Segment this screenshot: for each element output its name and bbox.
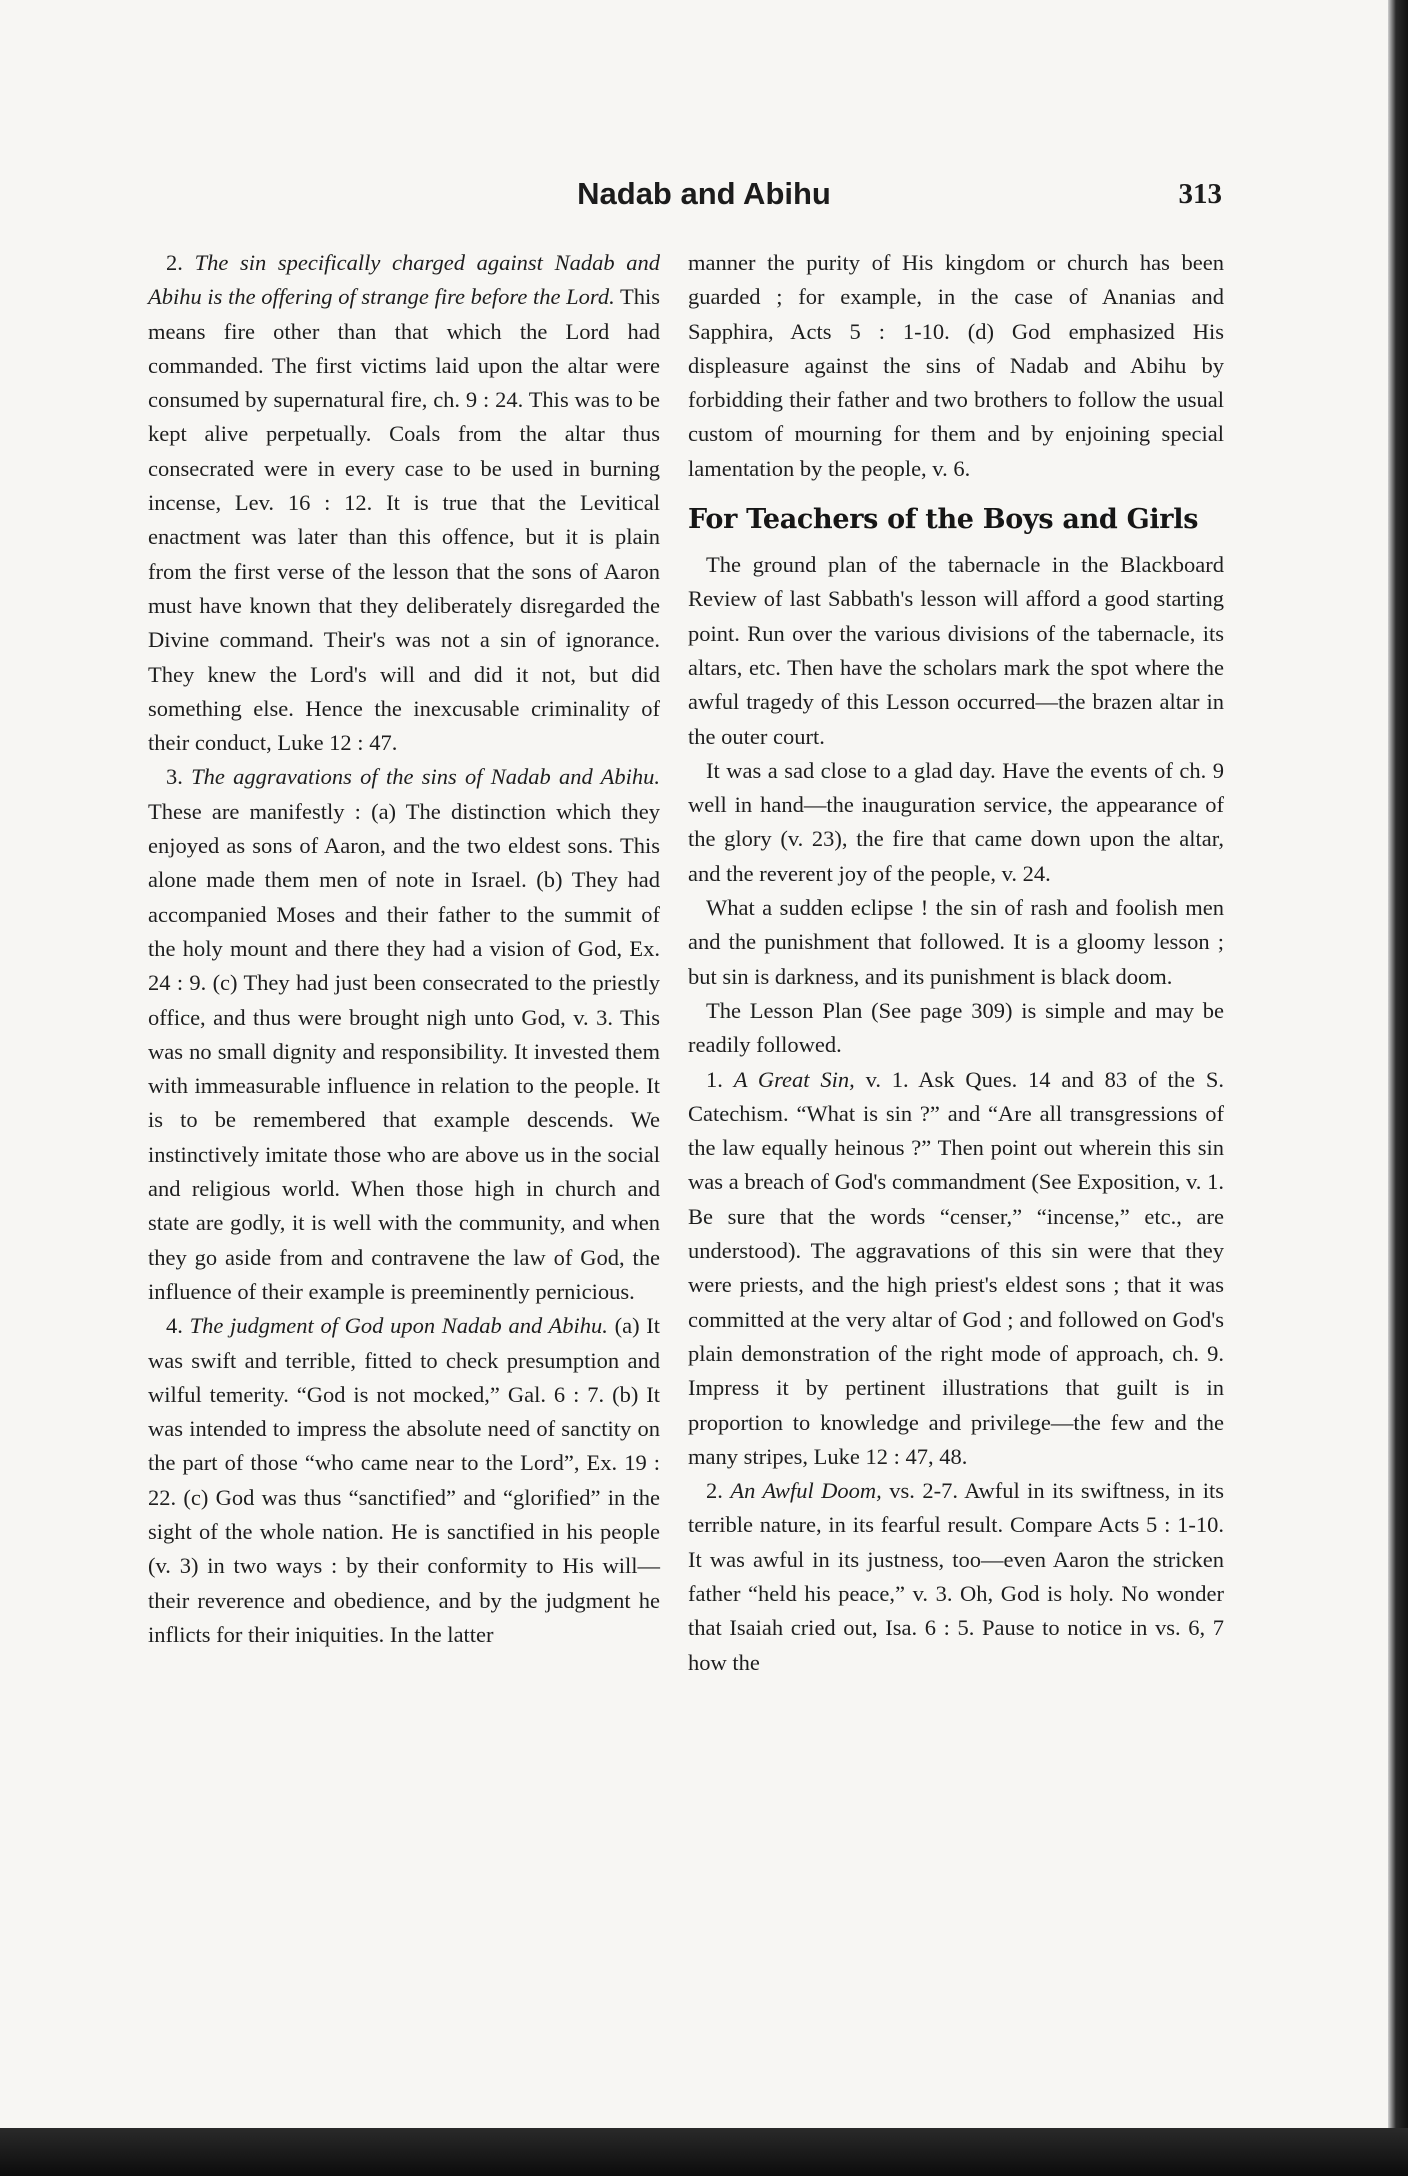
paragraph-number: 3. <box>166 764 183 790</box>
paragraph-number: 2. <box>166 250 183 275</box>
right-column <box>688 246 1224 1680</box>
continuation-paragraph: manner the purity of His kingdom or church has been guarded ; for example, in the case of Ananias and Sapphira, Acts 5 : 1-10. (d) God emphasized His displeasure against the sins of Nadab and Abihu by forbidding their father and two brothers to follow the usual custom of mourning for them and by enjoining special lamentation by the people, v. 6. <box>688 250 1224 481</box>
paragraph-4 <box>148 1309 660 1652</box>
lesson-point-1 <box>688 1063 1224 1475</box>
point-number: 2. <box>706 1478 723 1504</box>
paragraph-body: (a) It was swift and terrible, fitted to check presumption and wilful temerity. “God is not mocked,” Gal. 6 : 7. (b) It was intended to impress the absolute need of sanctity on the part of those “who came near to the Lord”, Ex. 19 : 22. (c) God was thus “sanctified” and “glorified” in the sight of the whole nation. He is sanctified in his people (v. 3) in two ways : by their conformity to His will—their reverence and obedience, and by the judgment he inflicts for their iniquities. In the latter <box>148 1313 661 1647</box>
paragraph-heading: The sin specifically charged against Nadab and Abihu is the offering of strange fire before the Lord. <box>148 250 660 310</box>
teacher-paragraph-1: The ground plan of the tabernacle in the Blackboard Review of last Sabbath's lesson will afford a good starting point. Run over the various divisions of the tabernacle, its altars, etc. Then have the scholars mark the spot where the awful tragedy of this Lesson occurred—the brazen altar in the outer court. <box>688 552 1224 749</box>
paragraph-body: These are manifestly : (a) The distinction which they enjoyed as sons of Aaron, and the two eldest sons. This alone made them men of note in Israel. (b) They had accompanied Moses and their father to the summit of the holy mount and there they had a vision of God, Ex. 24 : 9. (c) They had just been consecrated to the priestly office, and thus were brought nigh unto God, v. 3. This was no small dignity and responsibility. It invested them with immeasurable influence in relation to the people. It is to be remembered that example descends. We instinctively imitate those who are above us in the social and religious world. When those high in church and state are godly, it is well with the community, and when they go aside from and contravene the law of God, the influence of their example is preeminently pernicious. <box>148 798 660 1304</box>
paragraph-body: This means fire other than that which the Lord had commanded. The first victims laid upon the altar were consumed by supernatural fire, ch. 9 : 24. This was to be kept alive perpetually. Coals from the altar thus consecrated were in every case to be used in burning incense, Lev. 16 : 12. It is true that the Levitical enactment was later than this offence, but it is plain from the first verse of the lesson that the sons of Aaron must have known that they deliberately disregarded the Divine command. Their's was not a sin of ignorance. They knew the Lord's will and did it not, but did something else. Hence the inexcusable criminality of their conduct, Luke 12 : 47. <box>148 284 661 756</box>
paragraph-heading: The aggravations of the sins of Nadab and Abihu. <box>191 764 660 790</box>
teacher-paragraph-2: It was a sad close to a glad day. Have the events of ch. 9 well in hand—the inauguration service, the appearance of the glory (v. 23), the fire that came down upon the altar, and the reverent joy of the people, v. 24. <box>688 757 1224 886</box>
page-number: 313 <box>1178 178 1222 210</box>
point-body: vs. 2-7. Awful in its swiftness, in its terrible nature, in its fearful result. Compare Acts 5 : 1-10. It was awful in its justness, too—even Aaron the stricken father “held his peace,” v. 3. Oh, God is holy. No wonder that Isaiah cried out, Isa. 6 : 5. Pause to notice in vs. 6, 7 how the <box>688 1478 1225 1675</box>
point-body: v. 1. Ask Ques. 14 and 83 of the S. Catechism. “What is sin ?” and “Are all transgressions of the law equally heinous ?” Then point out wherein this sin was a breach of God's commandment (See Exposition, v. 1. Be sure that the words “censer,” “incense,” etc., are understood). The aggravations of this sin were that they were priests, and the high priest's eldest sons ; that it was committed at the very altar of God ; and followed on God's plain demonstration of the right mode of approach, ch. 9. Impress it by pertinent illustrations that guilt is in proportion to knowledge and privilege—the few and the many stripes, Luke 12 : 47, 48. <box>688 1066 1225 1469</box>
section-heading: For Teachers of the Boys and Girls <box>688 504 1199 536</box>
point-title: An Awful Doom, <box>730 1478 882 1504</box>
running-title: Nadab and Abihu <box>577 176 831 211</box>
lesson-point-2 <box>688 1474 1224 1680</box>
teacher-paragraph-3: What a sudden eclipse ! the sin of rash and foolish men and the punishment that followed. It is a gloomy lesson ; but sin is darkness, and its punishment is black doom. <box>688 895 1224 989</box>
left-column <box>148 246 660 1652</box>
scan-edge-right <box>1388 0 1408 2176</box>
scan-edge-bottom <box>0 2128 1408 2176</box>
paragraph-heading: The judgment of God upon Nadab and Abihu. <box>189 1313 608 1339</box>
point-title: A Great Sin, <box>733 1066 855 1092</box>
paragraph-2 <box>148 246 660 760</box>
paragraph-number: 4. <box>166 1313 183 1339</box>
teacher-paragraph-4: The Lesson Plan (See page 309) is simple and may be readily followed. <box>688 997 1224 1058</box>
point-number: 1. <box>706 1066 723 1092</box>
paragraph-3 <box>148 760 660 1309</box>
